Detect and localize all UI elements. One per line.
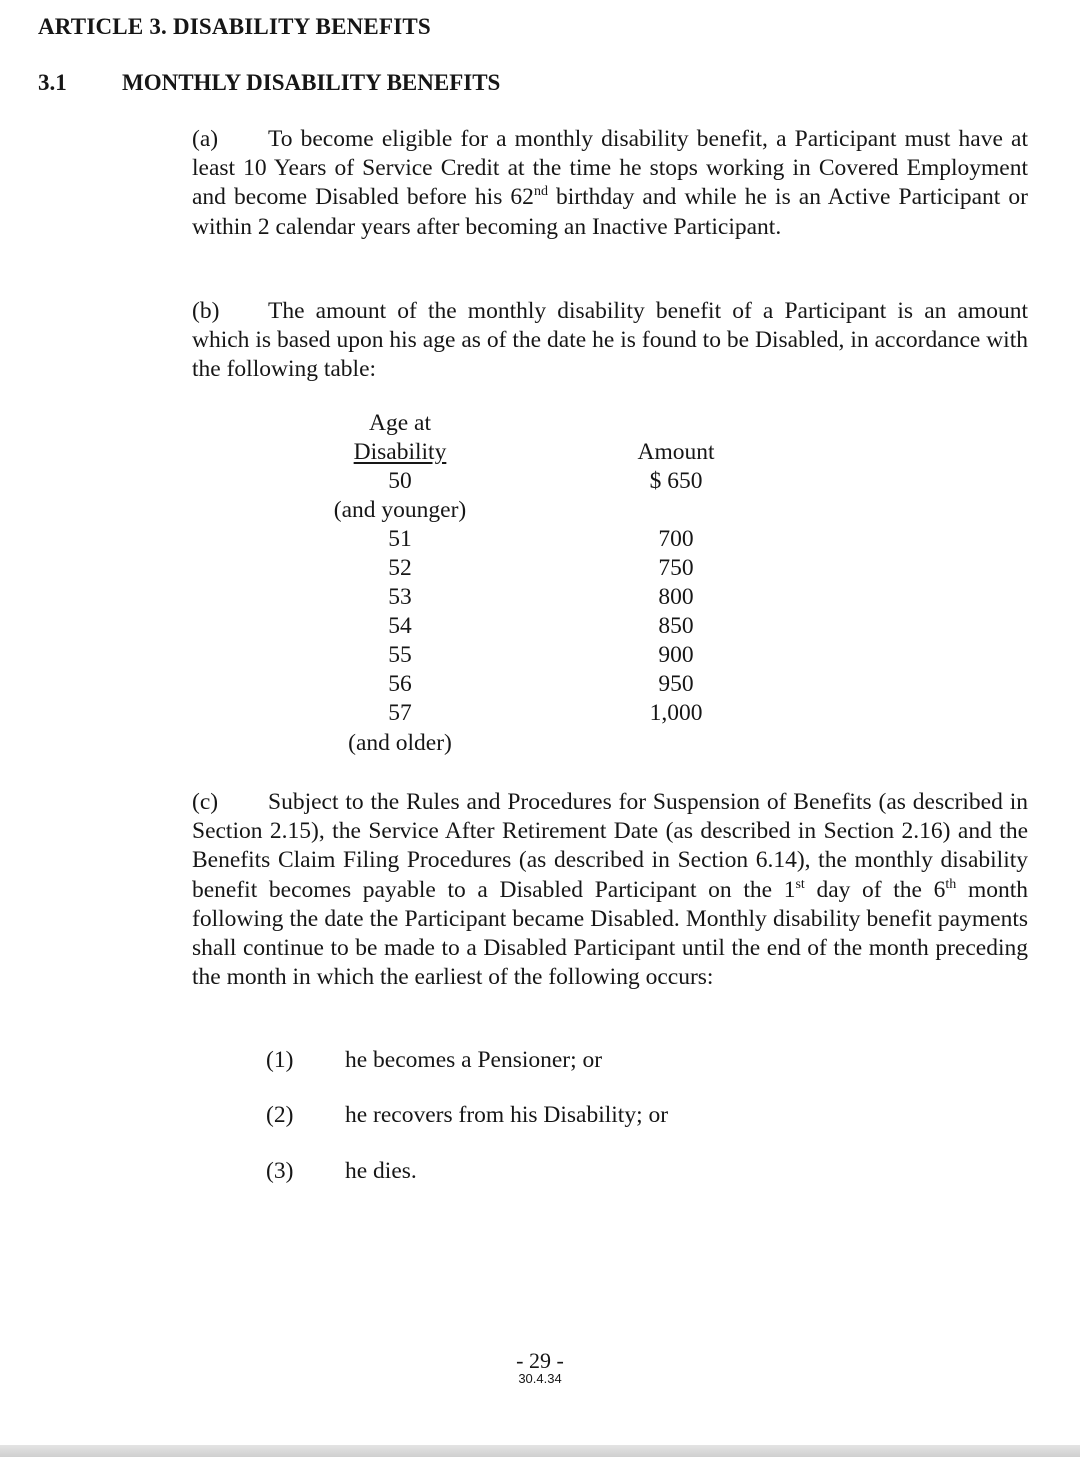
list-item-text: he recovers from his Disability; or [345,1102,669,1128]
table-age-cell: 57 [388,700,412,726]
table-amount-cell: $ 650 [649,468,703,494]
paragraph-c-superscript-2: th [945,876,957,892]
paragraph-a-text-1: To become eligible for a monthly disability benefit, a Participant must have at least 10 Years of Service Credit at the time he stops working in Covered Employment and become Disabled before his 62 [192,126,1028,211]
page-bottom-edge [0,1445,1080,1457]
table-amount-cell: 750 [658,555,694,581]
table-amount-cell: 950 [658,671,694,697]
paragraph-c-superscript-1: st [795,876,805,892]
paragraph-c-label: (c) [192,789,219,815]
list-item [266,1101,668,1130]
table-amount-cell: 800 [658,584,694,610]
table-header-age-line2: Disability [353,439,447,465]
list-item-text: he dies. [345,1158,417,1184]
table-age-cell: 56 [388,671,412,697]
table-amount-cell: 900 [658,642,694,668]
table-header-age-line1: Age at [369,410,431,436]
table-age-cell: 54 [388,613,412,639]
table-header-age [300,409,500,467]
paragraph-a-text-2: birthday and while he is an Active Participant or within 2 calendar years after becoming an Inactive Participant. [192,184,1028,240]
paragraph-c [192,788,1028,992]
article-title: ARTICLE 3. DISABILITY BENEFITS [38,14,431,39]
paragraph-c-text-1: Subject to the Rules and Procedures for Suspension of Benefits (as described in Section 2.15), the Service After Retirement Date (as described in Section 2.16) and the Benefits Claim Filing Procedures (as described in Section 6.14), the monthly disability benefit becomes payable to a Disabled Participant on the 1 [192,789,1028,903]
table-age-cell: 51 [388,526,412,552]
paragraph-a-superscript: nd [533,184,548,200]
table-age-cell: 53 [388,584,412,610]
list-item-number: (2) [266,1102,294,1128]
table-age-cell: 55 [388,642,412,668]
paragraph-b-text: The amount of the monthly disability benefit of a Participant is an amount which is based upon his age as of the date he is found to be Disabled, in accordance with the following table: [192,298,1028,383]
paragraph-a-label: (a) [192,126,219,152]
list-item-number: (1) [266,1047,294,1073]
paragraph-c-text-3: month following the date the Participant became Disabled. Monthly disability benefit payments shall continue to be made to a Disabled Participant until the end of the month preceding the month in which the earliest of the following occurs: [192,876,1028,991]
table-amount-cell: 850 [658,613,694,639]
table-amount-cell: 700 [658,526,694,552]
section-title: MONTHLY DISABILITY BENEFITS [122,70,501,95]
document-code: 30.4.34 [518,1371,562,1386]
table-age-cell: 52 [388,555,412,581]
table-age-note: (and younger) [333,497,467,523]
list-item-number: (3) [266,1158,294,1184]
page-number: - 29 - [516,1348,564,1373]
section-number: 3.1 [38,70,67,95]
paragraph-a [192,125,1028,242]
paragraph-b-label: (b) [192,298,220,324]
table-age-cell: 50 [388,468,412,494]
table-age-note: (and older) [348,730,452,756]
paragraph-c-text-2: day of the 6 [804,876,946,903]
list-item [266,1157,417,1186]
list-item-text: he becomes a Pensioner; or [345,1047,603,1073]
table-amount-cell: 1,000 [649,700,703,726]
list-item [266,1046,602,1075]
paragraph-b [192,297,1028,385]
table-header-amount: Amount [637,439,715,465]
